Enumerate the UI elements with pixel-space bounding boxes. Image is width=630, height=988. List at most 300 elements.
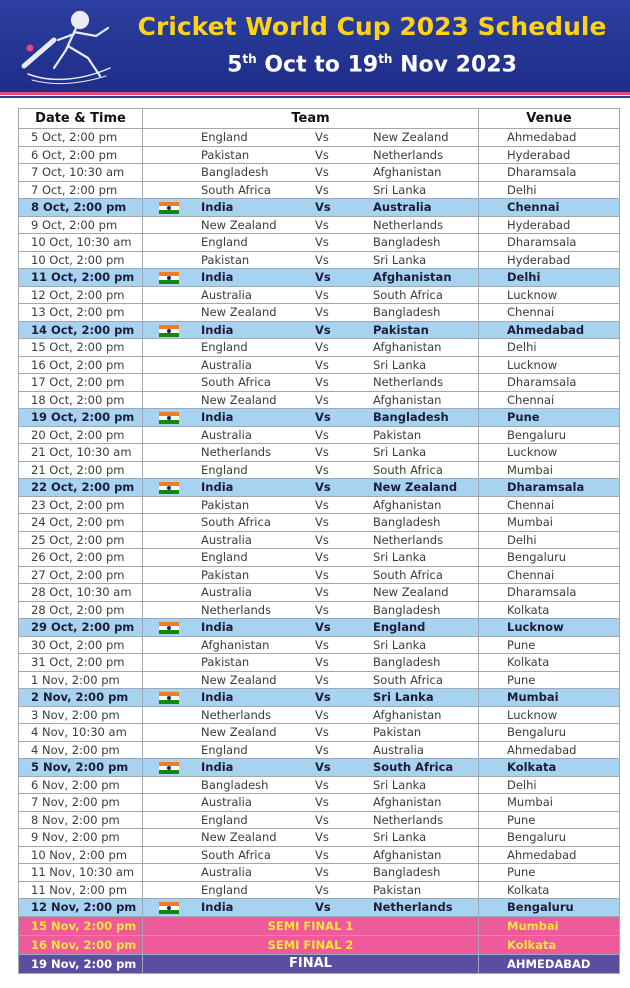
team-cell xyxy=(143,391,479,409)
table-row xyxy=(19,899,620,917)
team-cell xyxy=(143,304,479,322)
match-date: 3 Nov, 2:00 pm xyxy=(19,706,143,724)
divider xyxy=(0,92,630,95)
vs-label: Vs xyxy=(315,760,331,774)
match-venue: Dharamsala xyxy=(479,164,620,182)
match-venue: Kolkata xyxy=(479,601,620,619)
match-date: 11 Nov, 2:00 pm xyxy=(19,881,143,899)
match-venue: Dharamsala xyxy=(479,479,620,497)
match-date: 22 Oct, 2:00 pm xyxy=(19,479,143,497)
stage-label: SEMI FINAL 1 xyxy=(143,916,479,935)
match-date: 16 Nov, 2:00 pm xyxy=(19,935,143,954)
team-2: Bangladesh xyxy=(373,865,441,879)
match-date: 6 Nov, 2:00 pm xyxy=(19,776,143,794)
team-cell xyxy=(143,724,479,742)
table-row xyxy=(19,636,620,654)
india-flag-icon xyxy=(159,202,179,214)
match-venue: Pune xyxy=(479,671,620,689)
match-venue: Delhi xyxy=(479,269,620,287)
vs-label: Vs xyxy=(315,182,329,197)
team-2: South Africa xyxy=(373,567,443,582)
team-cell xyxy=(143,549,479,567)
match-venue: Ahmedabad xyxy=(479,321,620,339)
page-title: Cricket World Cup 2023 Schedule xyxy=(137,12,607,41)
match-venue: Delhi xyxy=(479,776,620,794)
team-1: Australia xyxy=(201,287,252,302)
vs-label: Vs xyxy=(315,357,329,372)
match-venue: Ahmedabad xyxy=(479,741,620,759)
table-row xyxy=(19,391,620,409)
match-venue: Chennai xyxy=(479,199,620,217)
table-row xyxy=(19,584,620,602)
match-date: 19 Oct, 2:00 pm xyxy=(19,409,143,427)
match-venue: Mumbai xyxy=(479,689,620,707)
date-range: 5th Oct to 19th Nov 2023 xyxy=(227,52,517,78)
team-2: Netherlands xyxy=(373,147,444,162)
match-venue: Mumbai xyxy=(479,461,620,479)
table-row xyxy=(19,269,620,287)
team-1: England xyxy=(201,550,248,564)
table-row xyxy=(19,706,620,724)
match-venue: Pune xyxy=(479,636,620,654)
table-row xyxy=(19,321,620,339)
match-venue: Hyderabad xyxy=(479,216,620,234)
vs-label: Vs xyxy=(315,252,329,267)
team-cell xyxy=(143,129,479,147)
match-date: 10 Oct, 10:30 am xyxy=(19,234,143,252)
table-row xyxy=(19,426,620,444)
team-cell xyxy=(143,706,479,724)
team-cell xyxy=(143,444,479,462)
table-row xyxy=(19,164,620,182)
team-1: New Zealand xyxy=(201,392,277,407)
vs-label: Vs xyxy=(315,795,329,809)
team-2: Sri Lanka xyxy=(373,690,434,704)
team-cell xyxy=(143,146,479,164)
vs-label: Vs xyxy=(315,550,329,564)
team-cell xyxy=(143,566,479,584)
team-2: Pakistan xyxy=(373,882,422,897)
match-venue: Kolkata xyxy=(479,654,620,672)
team-cell xyxy=(143,741,479,759)
team-1: India xyxy=(201,900,234,914)
match-date: 9 Nov, 2:00 pm xyxy=(19,829,143,847)
team-1: Australia xyxy=(201,532,252,547)
team-1: Australia xyxy=(201,585,252,599)
team-2: Afghanistan xyxy=(373,340,442,354)
team-2: Bangladesh xyxy=(373,655,441,669)
match-date: 5 Nov, 2:00 pm xyxy=(19,759,143,777)
team-1: New Zealand xyxy=(201,217,277,232)
vs-label: Vs xyxy=(315,777,329,792)
match-venue: Chennai xyxy=(479,304,620,322)
match-date: 21 Oct, 10:30 am xyxy=(19,444,143,462)
vs-label: Vs xyxy=(315,217,329,232)
vs-label: Vs xyxy=(315,445,329,459)
india-flag-icon xyxy=(159,762,179,774)
team-1: India xyxy=(201,410,234,424)
table-row xyxy=(19,619,620,637)
match-venue: AHMEDABAD xyxy=(479,954,620,973)
match-date: 13 Oct, 2:00 pm xyxy=(19,304,143,322)
team-1: England xyxy=(201,462,248,477)
team-2: Afghanistan xyxy=(373,707,442,722)
match-date: 31 Oct, 2:00 pm xyxy=(19,654,143,672)
team-2: Pakistan xyxy=(373,322,429,337)
india-flag-icon xyxy=(159,412,179,424)
match-venue: Ahmedabad xyxy=(479,129,620,147)
team-cell xyxy=(143,636,479,654)
team-1: New Zealand xyxy=(201,672,277,687)
team-cell xyxy=(143,829,479,847)
table-row xyxy=(19,409,620,427)
team-cell xyxy=(143,671,479,689)
match-venue: Lucknow xyxy=(479,706,620,724)
vs-label: Vs xyxy=(315,270,331,284)
match-date: 28 Oct, 10:30 am xyxy=(19,584,143,602)
table-header-row xyxy=(19,109,620,129)
team-2: Sri Lanka xyxy=(373,445,427,459)
team-cell xyxy=(143,794,479,812)
match-venue: Chennai xyxy=(479,496,620,514)
match-date: 20 Oct, 2:00 pm xyxy=(19,426,143,444)
table-row xyxy=(19,444,620,462)
vs-label: Vs xyxy=(315,742,329,757)
match-date: 9 Oct, 2:00 pm xyxy=(19,216,143,234)
match-date: 26 Oct, 2:00 pm xyxy=(19,549,143,567)
team-cell xyxy=(143,234,479,252)
match-venue: Dharamsala xyxy=(479,234,620,252)
match-venue: Kolkata xyxy=(479,759,620,777)
team-cell xyxy=(143,426,479,444)
team-1: India xyxy=(201,760,234,774)
match-date: 14 Oct, 2:00 pm xyxy=(19,321,143,339)
match-venue: Pune xyxy=(479,864,620,882)
india-flag-icon xyxy=(159,325,179,337)
team-1: India xyxy=(201,480,234,494)
team-cell xyxy=(143,531,479,549)
team-cell xyxy=(143,601,479,619)
table-row xyxy=(19,776,620,794)
match-date: 27 Oct, 2:00 pm xyxy=(19,566,143,584)
column-header-venue: Venue xyxy=(479,109,620,129)
match-venue: Bengaluru xyxy=(479,426,620,444)
table-row xyxy=(19,199,620,217)
vs-label: Vs xyxy=(315,165,329,179)
match-venue: Bengaluru xyxy=(479,899,620,917)
vs-label: Vs xyxy=(315,672,329,687)
match-date: 7 Oct, 10:30 am xyxy=(19,164,143,182)
team-2: South Africa xyxy=(373,672,443,687)
match-venue: Lucknow xyxy=(479,356,620,374)
vs-label: Vs xyxy=(315,830,329,844)
team-1: Australia xyxy=(201,427,252,442)
table-row xyxy=(19,286,620,304)
table-row xyxy=(19,549,620,567)
india-flag-icon xyxy=(159,272,179,284)
table-row xyxy=(19,304,620,322)
match-venue: Dharamsala xyxy=(479,584,620,602)
team-1: Pakistan xyxy=(201,497,250,512)
team-cell xyxy=(143,374,479,392)
vs-label: Vs xyxy=(315,707,329,722)
team-2: Pakistan xyxy=(373,725,422,739)
team-1: Afghanistan xyxy=(201,637,270,652)
team-cell xyxy=(143,321,479,339)
vs-label: Vs xyxy=(315,515,329,529)
team-1: Netherlands xyxy=(201,445,272,459)
match-date: 23 Oct, 2:00 pm xyxy=(19,496,143,514)
match-date: 25 Oct, 2:00 pm xyxy=(19,531,143,549)
team-2: Pakistan xyxy=(373,427,422,442)
vs-label: Vs xyxy=(315,392,329,407)
team-cell xyxy=(143,199,479,217)
table-row xyxy=(19,461,620,479)
table-row xyxy=(19,741,620,759)
match-venue: Dharamsala xyxy=(479,374,620,392)
team-1: Australia xyxy=(201,357,252,372)
table-row xyxy=(19,601,620,619)
table-row xyxy=(19,146,620,164)
team-cell xyxy=(143,496,479,514)
match-date: 16 Oct, 2:00 pm xyxy=(19,356,143,374)
team-cell xyxy=(143,689,479,707)
vs-label: Vs xyxy=(315,882,329,897)
match-venue: Hyderabad xyxy=(479,146,620,164)
team-cell xyxy=(143,514,479,532)
match-venue: Mumbai xyxy=(479,514,620,532)
team-cell xyxy=(143,759,479,777)
match-venue: Mumbai xyxy=(479,794,620,812)
team-cell xyxy=(143,339,479,357)
match-date: 10 Nov, 2:00 pm xyxy=(19,846,143,864)
vs-label: Vs xyxy=(315,322,331,337)
team-1: England xyxy=(201,812,248,827)
team-1: New Zealand xyxy=(201,305,277,319)
team-2: Netherlands xyxy=(373,812,444,827)
india-flag-icon xyxy=(159,692,179,704)
table-row xyxy=(19,129,620,147)
team-2: South Africa xyxy=(373,760,454,774)
team-2: South Africa xyxy=(373,287,443,302)
team-2: Netherlands xyxy=(373,900,453,914)
vs-label: Vs xyxy=(315,847,329,862)
match-date: 7 Oct, 2:00 pm xyxy=(19,181,143,199)
team-cell xyxy=(143,286,479,304)
match-date: 21 Oct, 2:00 pm xyxy=(19,461,143,479)
vs-label: Vs xyxy=(315,340,329,354)
team-1: Australia xyxy=(201,865,252,879)
match-date: 11 Nov, 10:30 am xyxy=(19,864,143,882)
team-2: Netherlands xyxy=(373,217,444,232)
column-header-date: Date & Time xyxy=(19,109,143,129)
match-date: 5 Oct, 2:00 pm xyxy=(19,129,143,147)
match-venue: Bengaluru xyxy=(479,724,620,742)
team-cell xyxy=(143,269,479,287)
match-date: 30 Oct, 2:00 pm xyxy=(19,636,143,654)
vs-label: Vs xyxy=(315,235,329,249)
team-1: Pakistan xyxy=(201,147,250,162)
match-venue: Pune xyxy=(479,409,620,427)
team-cell xyxy=(143,899,479,917)
table-row xyxy=(19,514,620,532)
team-1: New Zealand xyxy=(201,725,277,739)
team-cell xyxy=(143,181,479,199)
header-banner xyxy=(0,0,630,92)
table-row xyxy=(19,531,620,549)
match-date: 4 Nov, 10:30 am xyxy=(19,724,143,742)
match-date: 15 Nov, 2:00 pm xyxy=(19,916,143,935)
team-cell xyxy=(143,846,479,864)
match-date: 10 Oct, 2:00 pm xyxy=(19,251,143,269)
table-row xyxy=(19,724,620,742)
table-row xyxy=(19,339,620,357)
match-date: 12 Nov, 2:00 pm xyxy=(19,899,143,917)
team-1: Bangladesh xyxy=(201,777,269,792)
match-date: 24 Oct, 2:00 pm xyxy=(19,514,143,532)
team-2: Afghanistan xyxy=(373,392,442,407)
match-date: 15 Oct, 2:00 pm xyxy=(19,339,143,357)
table-row xyxy=(19,846,620,864)
team-cell xyxy=(143,584,479,602)
stage-label: FINAL xyxy=(143,954,479,973)
vs-label: Vs xyxy=(315,305,329,319)
team-1: India xyxy=(201,322,234,337)
table-row xyxy=(19,881,620,899)
vs-label: Vs xyxy=(315,480,331,494)
match-venue: Mumbai xyxy=(479,916,620,935)
match-date: 8 Oct, 2:00 pm xyxy=(19,199,143,217)
team-1: South Africa xyxy=(201,847,271,862)
team-2: Sri Lanka xyxy=(373,182,427,197)
team-1: Netherlands xyxy=(201,602,272,617)
team-cell xyxy=(143,216,479,234)
team-2: Sri Lanka xyxy=(373,357,427,372)
team-2: Bangladesh xyxy=(373,305,441,319)
table-row xyxy=(19,864,620,882)
vs-label: Vs xyxy=(315,812,329,827)
vs-label: Vs xyxy=(315,865,329,879)
vs-label: Vs xyxy=(315,410,331,424)
table-row xyxy=(19,916,620,935)
match-date: 11 Oct, 2:00 pm xyxy=(19,269,143,287)
team-1: Bangladesh xyxy=(201,165,269,179)
stage-label: SEMI FINAL 2 xyxy=(143,935,479,954)
vs-label: Vs xyxy=(315,567,329,582)
match-date: 8 Nov, 2:00 pm xyxy=(19,811,143,829)
table-row xyxy=(19,374,620,392)
table-row xyxy=(19,829,620,847)
vs-label: Vs xyxy=(315,497,329,512)
team-2: Netherlands xyxy=(373,375,444,389)
team-1: Pakistan xyxy=(201,567,250,582)
match-venue: Bengaluru xyxy=(479,829,620,847)
match-venue: Lucknow xyxy=(479,286,620,304)
team-2: New Zealand xyxy=(373,585,449,599)
match-venue: Lucknow xyxy=(479,619,620,637)
match-venue: Delhi xyxy=(479,339,620,357)
vs-label: Vs xyxy=(315,637,329,652)
team-1: New Zealand xyxy=(201,830,277,844)
table-row xyxy=(19,234,620,252)
table-row xyxy=(19,181,620,199)
match-date: 18 Oct, 2:00 pm xyxy=(19,391,143,409)
match-date: 6 Oct, 2:00 pm xyxy=(19,146,143,164)
team-2: Bangladesh xyxy=(373,410,449,424)
vs-label: Vs xyxy=(315,690,331,704)
match-date: 1 Nov, 2:00 pm xyxy=(19,671,143,689)
match-venue: Chennai xyxy=(479,391,620,409)
cricket-batsman-icon xyxy=(18,6,118,86)
team-2: Australia xyxy=(373,200,432,214)
team-2: Sri Lanka xyxy=(373,777,427,792)
vs-label: Vs xyxy=(315,725,329,739)
india-flag-icon xyxy=(159,622,179,634)
match-venue: Bengaluru xyxy=(479,549,620,567)
team-cell xyxy=(143,619,479,637)
table-row xyxy=(19,671,620,689)
team-1: South Africa xyxy=(201,182,271,197)
team-cell xyxy=(143,356,479,374)
team-1: India xyxy=(201,270,234,284)
match-venue: Delhi xyxy=(479,181,620,199)
vs-label: Vs xyxy=(315,602,329,617)
team-2: Afghanistan xyxy=(373,497,442,512)
match-venue: Ahmedabad xyxy=(479,846,620,864)
team-1: Netherlands xyxy=(201,707,272,722)
vs-label: Vs xyxy=(315,620,331,634)
match-date: 17 Oct, 2:00 pm xyxy=(19,374,143,392)
team-2: England xyxy=(373,620,426,634)
match-venue: Kolkata xyxy=(479,935,620,954)
vs-label: Vs xyxy=(315,200,331,214)
team-1: England xyxy=(201,235,248,249)
vs-label: Vs xyxy=(315,532,329,547)
team-cell xyxy=(143,654,479,672)
divider xyxy=(0,96,630,98)
match-venue: Hyderabad xyxy=(479,251,620,269)
team-2: Afghanistan xyxy=(373,795,442,809)
match-date: 19 Nov, 2:00 pm xyxy=(19,954,143,973)
team-cell xyxy=(143,811,479,829)
table-row xyxy=(19,566,620,584)
team-1: England xyxy=(201,130,248,144)
match-date: 28 Oct, 2:00 pm xyxy=(19,601,143,619)
india-flag-icon xyxy=(159,482,179,494)
table-row xyxy=(19,759,620,777)
team-2: Australia xyxy=(373,742,424,757)
team-1: England xyxy=(201,340,248,354)
india-flag-icon xyxy=(159,902,179,914)
team-2: Bangladesh xyxy=(373,515,441,529)
vs-label: Vs xyxy=(315,427,329,442)
match-date: 7 Nov, 2:00 pm xyxy=(19,794,143,812)
match-venue: Lucknow xyxy=(479,444,620,462)
team-2: Sri Lanka xyxy=(373,830,427,844)
vs-label: Vs xyxy=(315,130,329,144)
team-1: England xyxy=(201,742,248,757)
team-2: Bangladesh xyxy=(373,235,441,249)
table-row xyxy=(19,935,620,954)
match-date: 29 Oct, 2:00 pm xyxy=(19,619,143,637)
vs-label: Vs xyxy=(315,655,329,669)
team-1: India xyxy=(201,200,234,214)
schedule-table xyxy=(18,108,620,974)
team-1: England xyxy=(201,882,248,897)
match-date: 4 Nov, 2:00 pm xyxy=(19,741,143,759)
team-1: India xyxy=(201,690,234,704)
team-1: India xyxy=(201,620,234,634)
